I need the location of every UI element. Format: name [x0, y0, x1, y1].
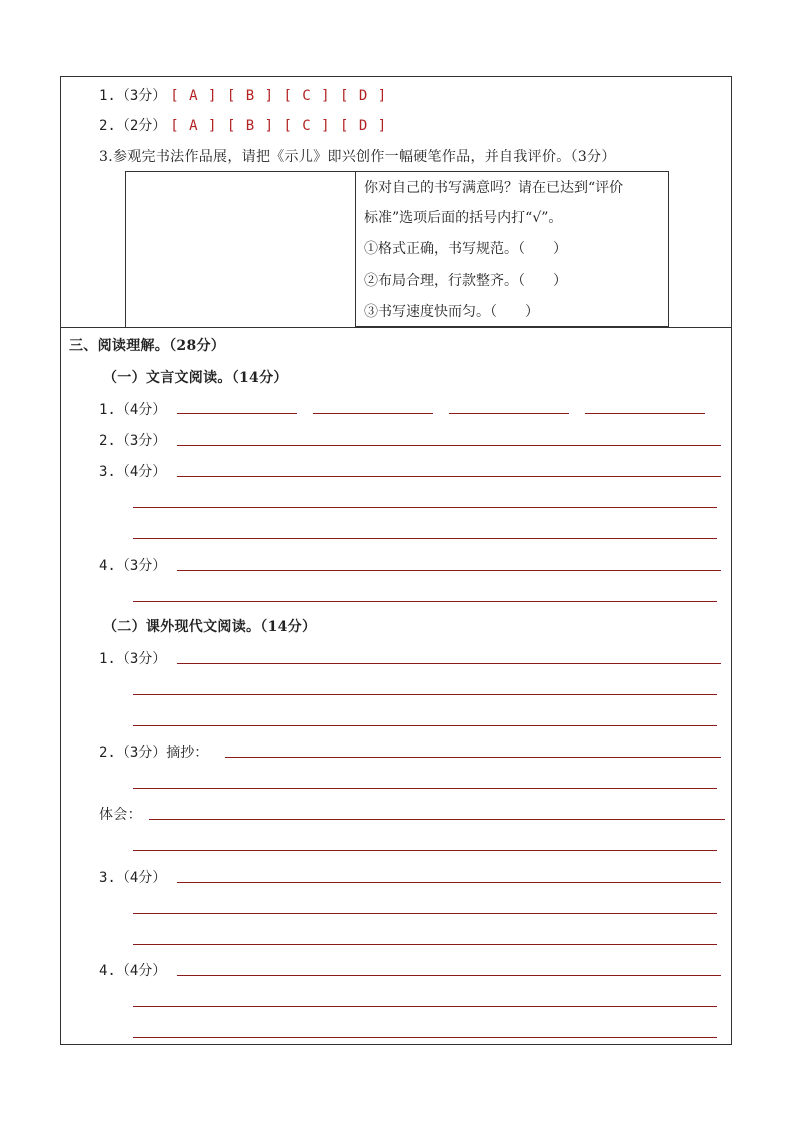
answer-line[interactable] [177, 975, 721, 976]
evaluation-prompt-line1: 你对自己的书写满意吗？请在已达到“评价 [364, 180, 624, 196]
question-label: 1.（3分） [99, 88, 167, 104]
answer-line[interactable] [133, 1037, 717, 1038]
evaluation-item-3[interactable]: ③书写速度快而匀。（ ） [364, 304, 539, 320]
answer-line[interactable] [177, 882, 721, 883]
answer-line[interactable] [313, 413, 433, 414]
answer-line[interactable] [133, 507, 717, 508]
evaluation-prompt-line2: 标准”选项后面的括号内打“√”。 [364, 210, 563, 226]
part2-q4-label: 4.（4分） [99, 963, 167, 979]
answer-sheet [60, 76, 732, 1045]
answer-line[interactable] [177, 570, 721, 571]
part1-q2-label: 2.（3分） [99, 433, 167, 449]
question-2-1 [99, 85, 387, 105]
part2-q1-label: 1.（3分） [99, 651, 167, 667]
answer-line[interactable] [133, 1006, 717, 1007]
answer-line[interactable] [133, 788, 717, 789]
part2-q2-label: 2.（3分）摘抄： [99, 745, 209, 761]
answer-line[interactable] [177, 413, 297, 414]
section-3-title: 三、阅读理解。（28分） [69, 338, 226, 354]
answer-line[interactable] [133, 538, 717, 539]
part-1-title: （一）文言文阅读。（14分） [103, 370, 288, 386]
part1-q3-label: 3.（4分） [99, 464, 167, 480]
part1-q4-label: 4.（3分） [99, 558, 167, 574]
calligraphy-writing-box[interactable] [125, 171, 356, 327]
answer-line[interactable] [585, 413, 705, 414]
part1-q1-label: 1.（4分） [99, 402, 167, 418]
answer-line[interactable] [225, 757, 721, 758]
answer-line[interactable] [133, 913, 717, 914]
question-2-2 [99, 115, 387, 135]
part2-q2-reflection-label: 体会： [99, 807, 142, 823]
part-2-title: （二）课外现代文阅读。（14分） [103, 619, 317, 635]
answer-line[interactable] [149, 819, 725, 820]
answer-line[interactable] [177, 476, 721, 477]
answer-line[interactable] [133, 850, 717, 851]
question-label: 2.（2分） [99, 118, 167, 134]
answer-line[interactable] [133, 725, 717, 726]
answer-line[interactable] [133, 694, 717, 695]
section-divider [61, 327, 731, 328]
answer-line[interactable] [177, 663, 721, 664]
answer-line[interactable] [133, 944, 717, 945]
part2-q3-label: 3.（4分） [99, 870, 167, 886]
answer-line[interactable] [133, 601, 717, 602]
choice-options[interactable]: [ A ] [ B ] [ C ] [ D ] [170, 88, 388, 104]
answer-line[interactable] [177, 445, 721, 446]
question-2-3: 3.参观完书法作品展，请把《示儿》即兴创作一幅硬笔作品，并自我评价。（3分） [99, 149, 616, 165]
evaluation-item-2[interactable]: ②布局合理，行款整齐。（ ） [364, 273, 567, 289]
choice-options[interactable]: [ A ] [ B ] [ C ] [ D ] [170, 118, 388, 134]
evaluation-item-1[interactable]: ①格式正确，书写规范。（ ） [364, 241, 567, 257]
answer-line[interactable] [449, 413, 569, 414]
self-evaluation-box [355, 171, 669, 327]
